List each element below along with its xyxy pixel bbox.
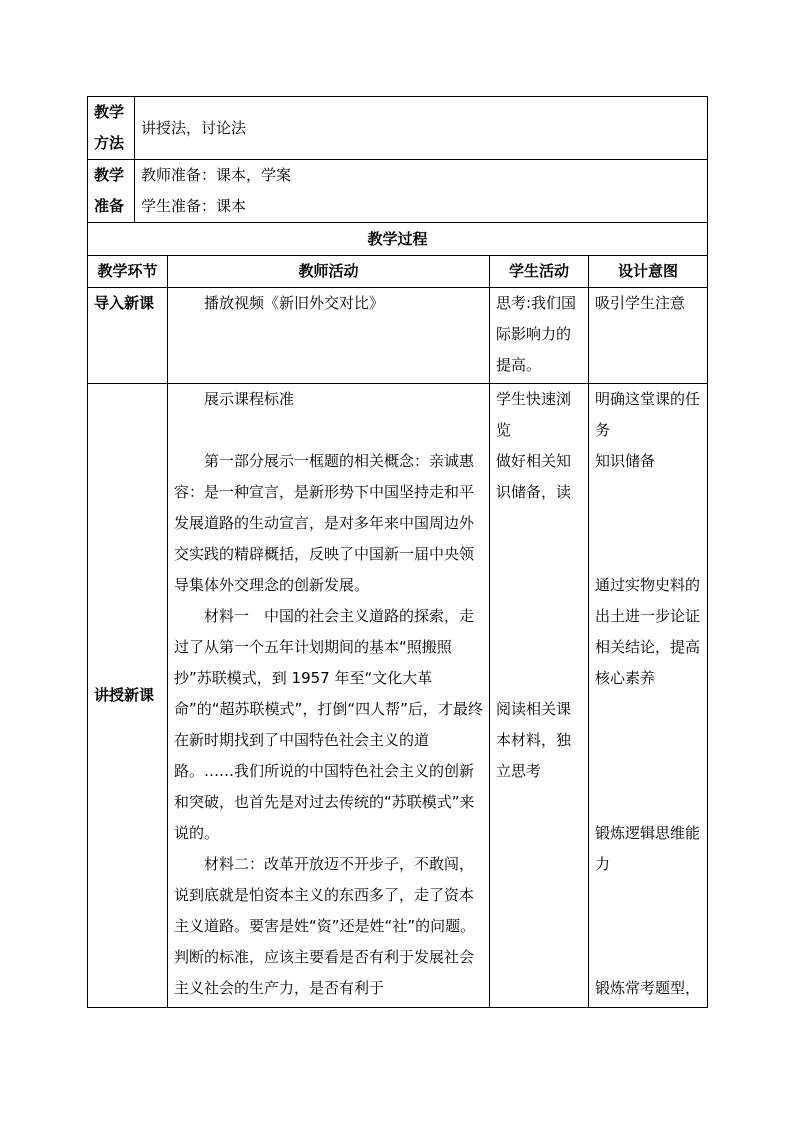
method-label (88, 97, 135, 160)
teacher-prep: 教师准备：课本，学案 (141, 166, 292, 184)
lecture-teacher (168, 384, 490, 1008)
spacer (595, 694, 701, 818)
method-value: 讲授法，讨论法 (135, 97, 708, 160)
lecture-student-2: 做好相关知识储备，读 (496, 452, 572, 501)
lecture-teacher-p2: 第一部分展示一框题的相关概念：亲诚惠容：是一种宣言，是新形势下中国坚持走和平发展道路的生动宣言，是对多年来中国周边外交实践的精辟概括，反映了中国新一届中央领导集体外交理念的创新发展。 (174, 452, 475, 594)
lecture-stage: 讲授新课 (88, 384, 168, 1008)
lecture-teacher-p4: 材料二：改革开放迈不开步子，不敢闯，说到底就是怕资本主义的东西多了，走了资本主义道路。要害是姓“资”还是姓“社”的问题。判断的标准，应该主要看是否有利于发展社会主义社会的生产力，是否有利于 (174, 855, 476, 997)
process-title: 教学过程 (88, 223, 708, 256)
lecture-intent-2: 知识储备 (595, 452, 656, 470)
lecture-intent-1: 明确这堂课的任务 (595, 390, 701, 439)
prep-value (135, 160, 708, 223)
intro-teacher (168, 288, 490, 384)
method-label-line2: 方法 (94, 134, 125, 152)
intro-student: 思考:我们国际影响力的提高。 (490, 288, 589, 384)
lecture-student-3: 阅读相关课本材料，独立思考 (496, 700, 572, 780)
spacer (595, 880, 701, 973)
header-stage: 教学环节 (88, 256, 168, 288)
spacer (496, 508, 582, 694)
header-teacher: 教师活动 (168, 256, 490, 288)
prep-label-line1: 教学 (94, 166, 125, 184)
prep-row (88, 160, 708, 223)
method-label-line1: 教学 (94, 103, 125, 121)
lecture-student (490, 384, 589, 1008)
header-student: 学生活动 (490, 256, 589, 288)
spacer (595, 477, 701, 570)
lecture-teacher-p1: 展示课程标准 (204, 390, 295, 408)
method-row (88, 97, 708, 160)
student-prep: 学生准备：课本 (141, 197, 247, 215)
lecture-teacher-p3: 材料一 中国的社会主义道路的探索，走过了从第一个五年计划期间的基本“照搬照抄”苏联模式，到 1957 年至“文化大革命”的“超苏联模式”，打倒“四人帮”后，才最终在新时期找到了中国特色社会主义的道路。……我们所说的中国特色社会主义的创新和突破，也首先是对过去传统的“苏联模式”来说的。 (174, 607, 483, 842)
process-title-row (88, 223, 708, 256)
lecture-intent (589, 384, 708, 1008)
lecture-student-1: 学生快速浏览 (496, 390, 572, 439)
lecture-intent-4: 锻炼逻辑思维能力 (595, 824, 701, 873)
intro-teacher-text: 播放视频《新旧外交对比》 (204, 294, 385, 312)
header-intent: 设计意图 (589, 256, 708, 288)
lecture-row (88, 384, 708, 1008)
intro-intent: 吸引学生注意 (589, 288, 708, 384)
prep-label-line2: 准备 (94, 197, 125, 215)
intro-stage: 导入新课 (88, 288, 168, 384)
spacer (174, 415, 483, 446)
prep-label (88, 160, 135, 223)
lecture-intent-5: 锻炼常考题型， (595, 979, 701, 997)
lesson-plan-table (87, 96, 708, 1008)
lecture-intent-3: 通过实物史料的出土进一步论证相关结论，提高核心素养 (595, 576, 701, 687)
intro-row (88, 288, 708, 384)
header-row (88, 256, 708, 288)
